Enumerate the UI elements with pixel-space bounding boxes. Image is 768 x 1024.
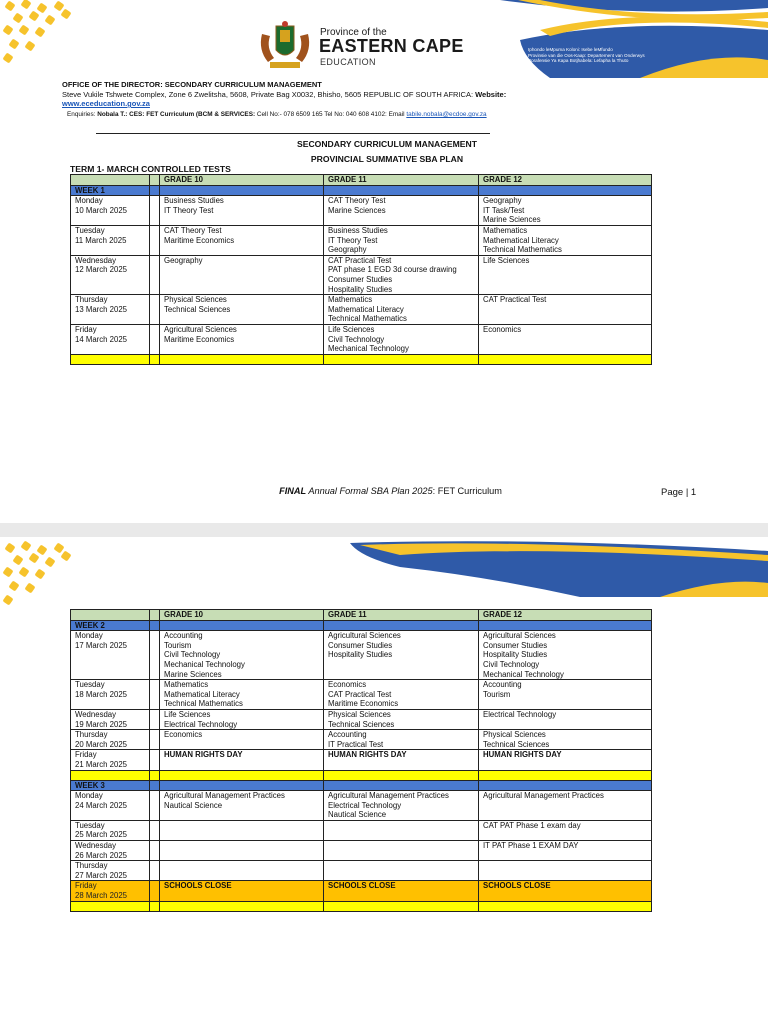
spacer-cell bbox=[150, 750, 160, 770]
enquiries-line bbox=[67, 111, 487, 118]
week-blank bbox=[160, 620, 324, 631]
day-row bbox=[71, 730, 652, 750]
grade-11-cell bbox=[324, 709, 479, 729]
day-cell bbox=[71, 225, 150, 255]
grade-11-cell bbox=[324, 680, 479, 710]
spacer-cell bbox=[150, 820, 160, 840]
grade-12-header: GRADE 12 bbox=[479, 610, 652, 621]
spacer-cell bbox=[150, 225, 160, 255]
subject-line: SCHOOLS CLOSE bbox=[164, 881, 232, 891]
grade-11-cell bbox=[324, 791, 479, 821]
subject-line: HUMAN RIGHTS DAY bbox=[164, 750, 243, 760]
week-blank bbox=[479, 185, 652, 196]
banner-line: Porafensie Ya Kapa Botjhabela: Lefapha la Thuto bbox=[528, 58, 629, 64]
subject-line: Technical Sciences bbox=[328, 719, 395, 729]
week-label: WEEK 2 bbox=[71, 620, 150, 631]
day-row bbox=[71, 750, 652, 770]
spacer-cell bbox=[150, 680, 160, 710]
day-name: Wednesday bbox=[75, 709, 117, 719]
day-name: Monday bbox=[75, 791, 103, 801]
website-link[interactable]: www.eceducation.gov.za bbox=[62, 99, 150, 108]
day-row bbox=[71, 841, 652, 861]
week-blank bbox=[324, 185, 479, 196]
subject-line: CAT Practical Test bbox=[483, 295, 547, 305]
day-row bbox=[71, 820, 652, 840]
subject-line: Business Studies bbox=[164, 196, 224, 206]
day-name: Thursday bbox=[75, 295, 108, 305]
header-blank bbox=[150, 610, 160, 621]
week-blank bbox=[324, 620, 479, 631]
page-break bbox=[0, 523, 768, 537]
subject-line: Technical Mathematics bbox=[483, 245, 562, 255]
subject-line: Life Sciences bbox=[164, 709, 211, 719]
header-divider bbox=[96, 133, 490, 134]
day-date: 28 March 2025 bbox=[75, 891, 128, 901]
subject-line: Business Studies bbox=[328, 225, 388, 235]
day-date: 24 March 2025 bbox=[75, 800, 128, 810]
separator-row bbox=[71, 901, 652, 911]
subject-line: Life Sciences bbox=[328, 324, 375, 334]
day-row bbox=[71, 255, 652, 294]
day-cell bbox=[71, 791, 150, 821]
grade-10-cell bbox=[160, 820, 324, 840]
grade-12-cell bbox=[479, 295, 652, 325]
subject-line: Nautical Science bbox=[328, 810, 387, 820]
grade-10-header: GRADE 10 bbox=[160, 610, 324, 621]
grade-11-cell bbox=[324, 730, 479, 750]
enquiries-prefix: Enquiries: bbox=[67, 111, 98, 118]
grade-12-cell bbox=[479, 750, 652, 770]
spacer-cell bbox=[150, 861, 160, 881]
day-cell bbox=[71, 680, 150, 710]
day-date: 17 March 2025 bbox=[75, 640, 128, 650]
subject-line: Marine Sciences bbox=[328, 205, 386, 215]
subject-line: Mathematical Literacy bbox=[328, 304, 404, 314]
header-blank bbox=[71, 610, 150, 621]
subject-line: Technical Sciences bbox=[483, 739, 550, 749]
subject-line: IT PAT Phase 1 EXAM DAY bbox=[483, 841, 579, 851]
spacer-cell bbox=[150, 324, 160, 354]
grade-10-cell bbox=[160, 680, 324, 710]
week-label: WEEK 1 bbox=[71, 185, 150, 196]
subject-line: Accounting bbox=[164, 631, 203, 641]
sba-table-week1 bbox=[70, 174, 652, 365]
week-blank bbox=[160, 185, 324, 196]
banner-languages bbox=[528, 47, 678, 64]
footer-final: FINAL bbox=[279, 486, 307, 496]
grade-12-cell bbox=[479, 680, 652, 710]
day-name: Friday bbox=[75, 324, 97, 334]
day-row bbox=[71, 631, 652, 680]
grade-11-cell bbox=[324, 225, 479, 255]
day-date: 13 March 2025 bbox=[75, 304, 128, 314]
grade-12-cell bbox=[479, 196, 652, 226]
spacer-cell bbox=[150, 196, 160, 226]
spacer-cell bbox=[150, 791, 160, 821]
province-name: EASTERN CAPE bbox=[319, 36, 464, 56]
day-date: 19 March 2025 bbox=[75, 719, 128, 729]
coat-of-arms-icon bbox=[256, 20, 314, 70]
grade-12-header: GRADE 12 bbox=[479, 175, 652, 186]
subject-line: Marine Sciences bbox=[483, 215, 541, 225]
day-date: 12 March 2025 bbox=[75, 265, 128, 275]
day-row bbox=[71, 709, 652, 729]
separator-cell bbox=[479, 770, 652, 780]
subject-line: Economics bbox=[164, 730, 203, 740]
grade-12-cell bbox=[479, 820, 652, 840]
spacer-cell bbox=[150, 255, 160, 294]
grade-11-cell bbox=[324, 750, 479, 770]
grade-10-cell bbox=[160, 881, 324, 901]
subject-line: Technical Mathematics bbox=[164, 699, 243, 709]
grade-10-cell bbox=[160, 709, 324, 729]
page-footer bbox=[0, 486, 768, 496]
week-label: WEEK 3 bbox=[71, 780, 150, 791]
subject-line: Agricultural Management Practices bbox=[483, 791, 604, 801]
week-blank bbox=[150, 780, 160, 791]
day-name: Thursday bbox=[75, 730, 108, 740]
week-blank bbox=[150, 185, 160, 196]
separator-cell bbox=[324, 901, 479, 911]
sba-table-week2-3 bbox=[70, 609, 652, 912]
subject-line: Civil Technology bbox=[483, 659, 540, 669]
grade-12-cell bbox=[479, 841, 652, 861]
day-row bbox=[71, 861, 652, 881]
grade-12-cell bbox=[479, 631, 652, 680]
subject-line: Geography bbox=[164, 255, 203, 265]
address-text: Steve Vukile Tshwete Complex, Zone 6 Zwelitsha, 5608, Private Bag X0032, Bhisho, 5605 REPUBLIC OF SOUTH AFRICA: bbox=[62, 90, 476, 99]
week-blank bbox=[479, 780, 652, 791]
subject-line: Accounting bbox=[483, 680, 522, 690]
day-name: Tuesday bbox=[75, 680, 105, 690]
subject-line: Electrical Technology bbox=[164, 719, 238, 729]
separator-cell bbox=[150, 901, 160, 911]
day-date: 21 March 2025 bbox=[75, 759, 128, 769]
subject-line: Civil Technology bbox=[164, 650, 221, 660]
enquiries-name: Nobala T.: CES: FET Curriculum (BCM & SERVICES: bbox=[97, 111, 256, 118]
subject-line: Physical Sciences bbox=[483, 730, 546, 740]
subject-line: Mathematics bbox=[483, 225, 528, 235]
enquiries-email-link[interactable]: tabile.nobala@ecdoe.gov.za bbox=[406, 111, 487, 118]
day-row bbox=[71, 791, 652, 821]
week-row bbox=[71, 620, 652, 631]
doc-title: SECONDARY CURRICULUM MANAGEMENT bbox=[297, 139, 477, 149]
subject-line: IT Task/Test bbox=[483, 205, 525, 215]
day-name: Wednesday bbox=[75, 255, 117, 265]
grade-12-cell bbox=[479, 255, 652, 294]
footer-curriculum: : FET Curriculum bbox=[432, 486, 502, 496]
grade-12-cell bbox=[479, 730, 652, 750]
separator-cell bbox=[150, 354, 160, 364]
separator-cell bbox=[324, 354, 479, 364]
grade-11-cell bbox=[324, 631, 479, 680]
subject-line: Electrical Technology bbox=[328, 800, 402, 810]
subject-line: Mechanical Technology bbox=[164, 659, 245, 669]
grade-12-cell bbox=[479, 225, 652, 255]
day-name: Thursday bbox=[75, 861, 108, 871]
subject-line: Technical Sciences bbox=[164, 304, 231, 314]
day-cell bbox=[71, 295, 150, 325]
subject-line: Economics bbox=[328, 680, 367, 690]
subject-line: Marine Sciences bbox=[164, 669, 222, 679]
grade-10-cell bbox=[160, 750, 324, 770]
day-cell bbox=[71, 841, 150, 861]
day-date: 27 March 2025 bbox=[75, 870, 128, 880]
separator-cell bbox=[160, 354, 324, 364]
grade-10-cell bbox=[160, 295, 324, 325]
separator-row bbox=[71, 354, 652, 364]
doc-subtitle: PROVINCIAL SUMMATIVE SBA PLAN bbox=[310, 154, 464, 164]
subject-line: Agricultural Management Practices bbox=[328, 791, 449, 801]
subject-line: PAT phase 1 EGD 3d course drawing bbox=[328, 265, 457, 275]
day-date: 20 March 2025 bbox=[75, 739, 128, 749]
decorative-dots-top bbox=[0, 0, 80, 70]
subject-line: HUMAN RIGHTS DAY bbox=[328, 750, 407, 760]
subject-line: Economics bbox=[483, 324, 522, 334]
grade-12-cell bbox=[479, 709, 652, 729]
day-cell bbox=[71, 255, 150, 294]
grade-11-cell bbox=[324, 196, 479, 226]
day-cell bbox=[71, 750, 150, 770]
subject-line: CAT PAT Phase 1 exam day bbox=[483, 820, 581, 830]
grade-12-cell bbox=[479, 881, 652, 901]
subject-line: Mathematics bbox=[164, 680, 209, 690]
separator-cell bbox=[71, 901, 150, 911]
grade-11-cell bbox=[324, 861, 479, 881]
subject-line: IT Theory Test bbox=[328, 235, 378, 245]
subject-line: Hospitality Studies bbox=[483, 650, 548, 660]
day-cell bbox=[71, 861, 150, 881]
separator-cell bbox=[160, 901, 324, 911]
spacer-cell bbox=[150, 730, 160, 750]
banner-swoosh-top bbox=[480, 0, 768, 78]
subject-line: Tourism bbox=[483, 689, 511, 699]
week-row bbox=[71, 780, 652, 791]
grade-10-cell bbox=[160, 324, 324, 354]
day-row bbox=[71, 196, 652, 226]
subject-line: SCHOOLS CLOSE bbox=[328, 881, 396, 891]
page-number: Page | 1 bbox=[661, 487, 697, 498]
banner-line: Iphondo leMpuma Koloni: Isebe leMfundo bbox=[528, 47, 613, 52]
day-name: Monday bbox=[75, 631, 103, 641]
day-date: 25 March 2025 bbox=[75, 830, 128, 840]
grade-10-cell bbox=[160, 791, 324, 821]
department-name: EDUCATION bbox=[320, 57, 376, 67]
day-row bbox=[71, 680, 652, 710]
day-cell bbox=[71, 820, 150, 840]
day-row bbox=[71, 324, 652, 354]
week-row bbox=[71, 185, 652, 196]
day-cell bbox=[71, 196, 150, 226]
website-label: Website: bbox=[475, 90, 507, 99]
grade-header-row bbox=[71, 175, 652, 186]
day-row bbox=[71, 225, 652, 255]
week-blank bbox=[150, 620, 160, 631]
subject-line: Mathematical Literacy bbox=[483, 235, 559, 245]
day-date: 10 March 2025 bbox=[75, 205, 128, 215]
day-name: Tuesday bbox=[75, 820, 105, 830]
grade-11-header: GRADE 11 bbox=[324, 610, 479, 621]
subject-line: CAT Theory Test bbox=[328, 196, 386, 206]
spacer-cell bbox=[150, 881, 160, 901]
subject-line: Mathematics bbox=[328, 295, 373, 305]
spacer-cell bbox=[150, 295, 160, 325]
term-heading: TERM 1- MARCH CONTROLLED TESTS bbox=[70, 164, 231, 174]
day-name: Wednesday bbox=[75, 841, 117, 851]
grade-12-cell bbox=[479, 791, 652, 821]
grade-10-cell bbox=[160, 730, 324, 750]
day-name: Tuesday bbox=[75, 225, 105, 235]
grade-12-cell bbox=[479, 861, 652, 881]
spacer-cell bbox=[150, 709, 160, 729]
subject-line: Physical Sciences bbox=[328, 709, 391, 719]
grade-header-row bbox=[71, 610, 652, 621]
day-date: 26 March 2025 bbox=[75, 850, 128, 860]
separator-cell bbox=[324, 770, 479, 780]
subject-line: Physical Sciences bbox=[164, 295, 227, 305]
grade-11-cell bbox=[324, 295, 479, 325]
subject-line: Technical Mathematics bbox=[328, 314, 407, 324]
grade-11-cell bbox=[324, 841, 479, 861]
separator-cell bbox=[160, 770, 324, 780]
grade-10-cell bbox=[160, 225, 324, 255]
grade-10-cell bbox=[160, 631, 324, 680]
header-blank bbox=[150, 175, 160, 186]
separator-cell bbox=[479, 354, 652, 364]
separator-cell bbox=[71, 770, 150, 780]
spacer-cell bbox=[150, 841, 160, 861]
day-name: Friday bbox=[75, 881, 97, 891]
banner-swoosh-page2 bbox=[340, 537, 768, 597]
grade-10-cell bbox=[160, 841, 324, 861]
grade-10-cell bbox=[160, 255, 324, 294]
subject-line: Maritime Economics bbox=[328, 699, 399, 709]
subject-line: Hospitality Studies bbox=[328, 284, 393, 294]
separator-cell bbox=[150, 770, 160, 780]
week-blank bbox=[160, 780, 324, 791]
subject-line: IT Practical Test bbox=[328, 739, 384, 749]
subject-line: Consumer Studies bbox=[328, 640, 393, 650]
banner-line: Provinsie van die Oos-Kaap: Departement van Onderwys bbox=[528, 52, 645, 58]
subject-line: Consumer Studies bbox=[328, 274, 393, 284]
grade-10-header: GRADE 10 bbox=[160, 175, 324, 186]
day-name: Friday bbox=[75, 750, 97, 760]
subject-line: CAT Practical Test bbox=[328, 689, 392, 699]
office-title: OFFICE OF THE DIRECTOR: SECONDARY CURRICULUM MANAGEMENT bbox=[62, 80, 322, 89]
subject-line: Mechanical Technology bbox=[483, 669, 564, 679]
subject-line: Agricultural Sciences bbox=[328, 631, 401, 641]
subject-line: Accounting bbox=[328, 730, 367, 740]
separator-cell bbox=[71, 354, 150, 364]
grade-11-cell bbox=[324, 324, 479, 354]
grade-11-cell bbox=[324, 881, 479, 901]
day-row bbox=[71, 881, 652, 901]
grade-11-cell bbox=[324, 820, 479, 840]
day-row bbox=[71, 295, 652, 325]
subject-line: Nautical Science bbox=[164, 800, 223, 810]
subject-line: Agricultural Sciences bbox=[483, 631, 556, 641]
week-blank bbox=[324, 780, 479, 791]
subject-line: Geography bbox=[483, 196, 522, 206]
subject-line: Maritime Economics bbox=[164, 334, 235, 344]
subject-line: CAT Practical Test bbox=[328, 255, 392, 265]
day-date: 14 March 2025 bbox=[75, 334, 128, 344]
separator-cell bbox=[479, 901, 652, 911]
subject-line: Electrical Technology bbox=[483, 709, 557, 719]
day-cell bbox=[71, 709, 150, 729]
week-blank bbox=[479, 620, 652, 631]
enquiries-phone: Cell No:- 078 6509 165 Tel No: 040 608 4102: Email bbox=[255, 111, 407, 118]
subject-line: Mathematical Literacy bbox=[164, 689, 240, 699]
day-cell bbox=[71, 881, 150, 901]
subject-line: Tourism bbox=[164, 640, 192, 650]
day-date: 11 March 2025 bbox=[75, 235, 127, 245]
subject-line: Life Sciences bbox=[483, 255, 530, 265]
day-cell bbox=[71, 631, 150, 680]
subject-line: Hospitality Studies bbox=[328, 650, 393, 660]
grade-11-header: GRADE 11 bbox=[324, 175, 479, 186]
subject-line: Geography bbox=[328, 245, 367, 255]
spacer-cell bbox=[150, 631, 160, 680]
day-cell bbox=[71, 730, 150, 750]
day-name: Monday bbox=[75, 196, 103, 206]
header-blank bbox=[71, 175, 150, 186]
province-of-the: Province of the bbox=[320, 27, 387, 38]
grade-10-cell bbox=[160, 861, 324, 881]
subject-line: CAT Theory Test bbox=[164, 225, 222, 235]
subject-line: SCHOOLS CLOSE bbox=[483, 881, 551, 891]
subject-line: Mechanical Technology bbox=[328, 344, 409, 354]
office-address bbox=[62, 90, 702, 99]
subject-line: Consumer Studies bbox=[483, 640, 548, 650]
grade-10-cell bbox=[160, 196, 324, 226]
subject-line: Agricultural Sciences bbox=[164, 324, 237, 334]
footer-plan: Annual Formal SBA Plan 2025 bbox=[306, 486, 433, 496]
separator-row bbox=[71, 770, 652, 780]
day-date: 18 March 2025 bbox=[75, 689, 128, 699]
subject-line: Maritime Economics bbox=[164, 235, 235, 245]
day-cell bbox=[71, 324, 150, 354]
subject-line: HUMAN RIGHTS DAY bbox=[483, 750, 562, 760]
grade-12-cell bbox=[479, 324, 652, 354]
subject-line: IT Theory Test bbox=[164, 205, 214, 215]
subject-line: Agricultural Management Practices bbox=[164, 791, 285, 801]
grade-11-cell bbox=[324, 255, 479, 294]
decorative-dots-page2 bbox=[0, 540, 80, 610]
subject-line: Civil Technology bbox=[328, 334, 385, 344]
